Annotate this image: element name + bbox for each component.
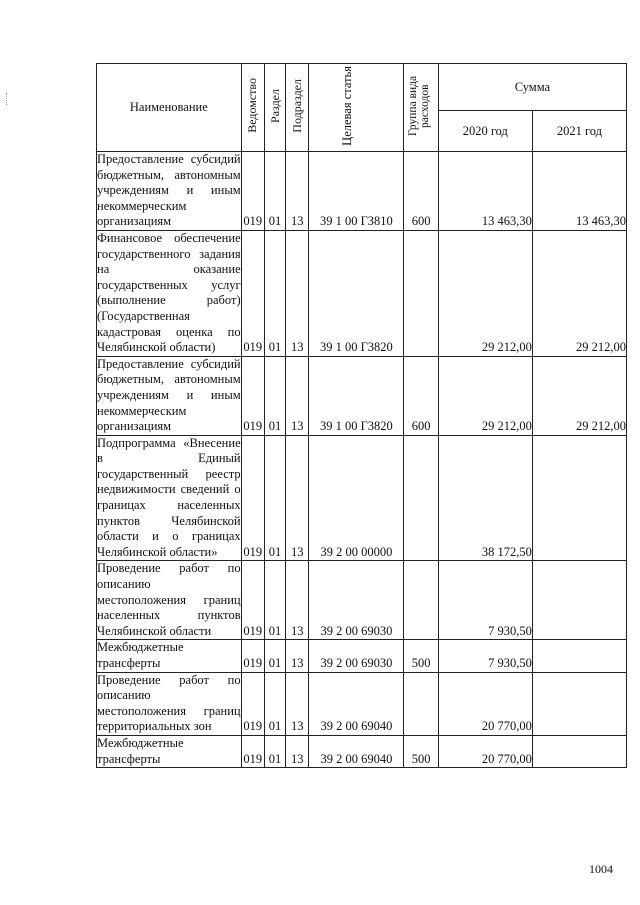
budget-table [96,63,627,768]
col-header-tselevaya-label: Целевая статья [340,65,355,146]
row-vedomstvo: 019 [241,435,264,561]
table-row [97,561,627,640]
table-row [97,152,627,231]
row-vedomstvo: 019 [241,561,264,640]
row-sum-2020: 29 212,00 [438,356,532,435]
col-header-name: Наименование [97,64,242,152]
row-tselevaya: 39 1 00 Г3820 [309,356,404,435]
row-razdel: 01 [264,152,285,231]
row-sum-2021: 29 212,00 [532,356,626,435]
row-gruppa: 600 [404,152,438,231]
row-tselevaya: 39 2 00 69040 [309,735,404,767]
table-row [97,230,627,356]
col-header-year-2020: 2020 год [438,111,532,152]
row-podrazdel: 13 [286,230,309,356]
row-tselevaya: 39 2 00 69030 [309,561,404,640]
table-row [97,435,627,561]
row-sum-2021 [532,672,626,735]
row-tselevaya: 39 2 00 69030 [309,640,404,672]
row-sum-2020: 7 930,50 [438,640,532,672]
row-razdel: 01 [264,356,285,435]
row-sum-2020: 20 770,00 [438,735,532,767]
row-name: Финансовое обеспечение государственного задания на оказание государственных услуг (выполнение работ) (Государственная кадастровая оценка по Челябинской области) [97,230,242,356]
col-header-year-2021: 2021 год [532,111,626,152]
row-tselevaya: 39 2 00 69040 [309,672,404,735]
col-header-gruppa-label: Группа вида расходов [407,75,432,136]
row-podrazdel: 13 [286,435,309,561]
row-sum-2020: 38 172,50 [438,435,532,561]
row-razdel: 01 [264,672,285,735]
row-razdel: 01 [264,230,285,356]
row-name: Подпрограмма «Внесение в Единый государственный реестр недвижимости сведений о границах населенных пунктов Челябинской области и о границах Челябинской области» [97,435,242,561]
table-row [97,735,627,767]
row-gruppa: 500 [404,640,438,672]
row-sum-2020: 13 463,30 [438,152,532,231]
row-name: Межбюджетные трансферты [97,640,242,672]
col-header-razdel [264,64,285,152]
row-sum-2021: 29 212,00 [532,230,626,356]
table-row [97,356,627,435]
row-sum-2021 [532,435,626,561]
row-vedomstvo: 019 [241,230,264,356]
header-row-1 [97,64,627,111]
table-row [97,672,627,735]
row-podrazdel: 13 [286,735,309,767]
col-header-tselevaya [309,64,404,152]
row-sum-2020: 29 212,00 [438,230,532,356]
row-name: Предоставление субсидий бюджетным, автономным учреждениям и иным некоммерческим организациям [97,152,242,231]
col-header-razdel-label: Раздел [267,88,282,123]
row-name: Межбюджетные трансферты [97,735,242,767]
col-header-podrazdel [286,64,309,152]
row-sum-2020: 7 930,50 [438,561,532,640]
row-name: Проведение работ по описанию местоположения границ территориальных зон [97,672,242,735]
row-razdel: 01 [264,640,285,672]
row-podrazdel: 13 [286,672,309,735]
col-header-gruppa [404,64,438,152]
row-sum-2020: 20 770,00 [438,672,532,735]
row-tselevaya: 39 1 00 Г3810 [309,152,404,231]
col-header-vedomstvo [241,64,264,152]
row-sum-2021 [532,640,626,672]
row-vedomstvo: 019 [241,640,264,672]
row-podrazdel: 13 [286,152,309,231]
row-vedomstvo: 019 [241,672,264,735]
col-header-vedomstvo-label: Ведомство [245,78,260,133]
col-header-podrazdel-label: Подраздел [289,78,304,133]
row-razdel: 01 [264,435,285,561]
row-tselevaya: 39 1 00 Г3820 [309,230,404,356]
row-sum-2021 [532,735,626,767]
row-gruppa [404,230,438,356]
page-number: 1004 [589,862,613,876]
row-vedomstvo: 019 [241,152,264,231]
row-vedomstvo: 019 [241,735,264,767]
row-gruppa: 500 [404,735,438,767]
row-razdel: 01 [264,561,285,640]
margin-mark [6,93,8,105]
row-gruppa [404,435,438,561]
row-podrazdel: 13 [286,640,309,672]
row-razdel: 01 [264,735,285,767]
row-name: Проведение работ по описанию местоположения границ населенных пунктов Челябинской области [97,561,242,640]
row-podrazdel: 13 [286,561,309,640]
col-header-summa: Сумма [438,64,626,111]
row-sum-2021: 13 463,30 [532,152,626,231]
row-podrazdel: 13 [286,356,309,435]
row-gruppa [404,561,438,640]
row-vedomstvo: 019 [241,356,264,435]
row-tselevaya: 39 2 00 00000 [309,435,404,561]
row-name: Предоставление субсидий бюджетным, автономным учреждениям и иным некоммерческим организациям [97,356,242,435]
row-gruppa [404,672,438,735]
row-gruppa: 600 [404,356,438,435]
row-sum-2021 [532,561,626,640]
table-row [97,640,627,672]
